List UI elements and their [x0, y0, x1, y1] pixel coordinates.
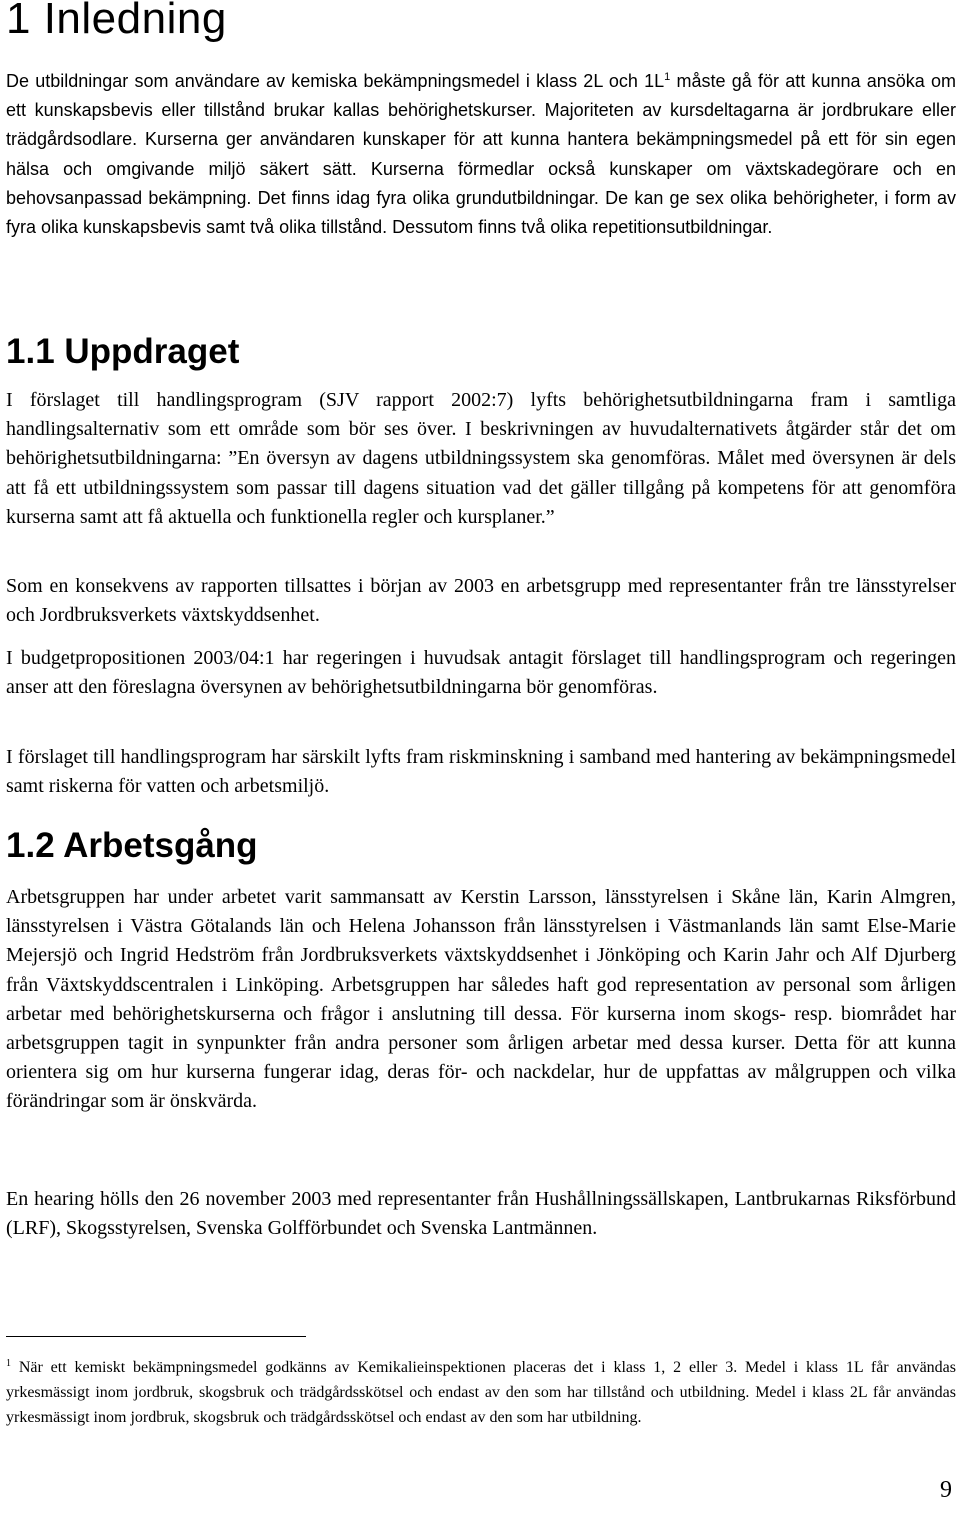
paragraph-uppdraget-4: I förslaget till handlingsprogram har särskilt lyfts fram riskminskning i samband med hantering av bekämpningsmedel samt riskerna för vatten och arbetsmiljö.: [6, 746, 956, 798]
footnote: [6, 1356, 956, 1430]
paragraph-uppdraget-3: I budgetpropositionen 2003/04:1 har regeringen i huvudsak antagit förslaget till handlingsprogram och regeringen anser att den föreslagna översynen av behörighetsutbildningarna bör genomföras.: [6, 647, 956, 699]
section-heading-uppdraget: 1.1 Uppdraget: [6, 332, 240, 371]
section-heading-arbetsgang: 1.2 Arbetsgång: [6, 826, 258, 865]
footnote-reference: 1: [664, 71, 671, 83]
chapter-title: 1 Inledning: [6, 0, 227, 43]
intro-text-start: De utbildningar som användare av kemiska bekämpningsmedel i klass 2L och 1L: [6, 71, 665, 91]
page-number: 9: [940, 1477, 952, 1503]
paragraph-uppdraget-1: I förslaget till handlingsprogram (SJV rapport 2002:7) lyfts behörighetsutbildningarna fram i samtliga handlingsalternativ som ett område som bör ses över. I beskrivningen av huvudalternativets åtgärder står det om behörighetsutbildningarna: ”En översyn av dagens utbildningssystem ska genomföras. Målet med översynen är dels att få ett utbildningssystem som passar till dagens situation vad det gäller tillgång på kompetens för att genomföra kurserna samt att få aktuella och funktionella regler och kursplaner.”: [6, 389, 956, 528]
intro-paragraph: [6, 67, 956, 242]
footnote-text: När ett kemiskt bekämpningsmedel godkänns av Kemikalieinspektionen placeras det i klass 1, 2 eller 3. Medel i klass 1L får användas yrkesmässigt inom jordbruk, skogsbruk och trädgårdsskötsel och endast av den som har tillstånd och utbildning. Medel i klass 2L får användas yrkesmässigt inom jordbruk, skogsbruk och trädgårdsskötsel och endast av den som har utbildning.: [6, 1359, 956, 1426]
footnote-marker: 1: [6, 1358, 11, 1369]
paragraph-arbetsgang-2: En hearing hölls den 26 november 2003 med representanter från Hushållningssällskapen, Lantbrukarnas Riksförbund (LRF), Skogsstyrelsen, Svenska Golfförbundet och Svenska Lantmännen.: [6, 1188, 956, 1240]
footnote-separator: [6, 1336, 306, 1337]
paragraph-arbetsgang-1: Arbetsgruppen har under arbetet varit sammansatt av Kerstin Larsson, länsstyrelsen i Skåne län, Karin Almgren, länsstyrelsen i Västra Götalands län och Helena Johansson från länsstyrelsen i Västmanlands län samt Else-Marie Mejersjö och Ingrid Hedström från Jordbruksverkets växtskyddsenhet i Jönköping och Karin Jahr och Alf Djurberg från Växtskyddscentralen i Linköping. Arbetsgruppen har således haft god representation av personal som årligen arbetar med behörighetskurserna och frågor i anslutning till dessa. För kurserna inom skogs- resp. biområdet har arbetsgruppen tagit in synpunkter från andra personer som årligen arbetar med dessa kurser. Detta för att kunna orientera sig om hur kurserna fungerar idag, deras för- och nackdelar, hur de uppfattas av målgruppen och vilka förändringar som är önskvärda.: [6, 886, 956, 1113]
paragraph-uppdraget-2: Som en konsekvens av rapporten tillsattes i början av 2003 en arbetsgrupp med representanter från tre länsstyrelser och Jordbruksverkets växtskyddsenhet.: [6, 575, 956, 627]
intro-text-end: måste gå för att kunna ansöka om ett kunskapsbevis eller tillstånd brukar kallas behörighetskurser. Majoriteten av kursdeltagarna är jordbrukare eller trädgårdsodlare. Kurserna ger användaren kunskaper för att kunna hantera bekämpningsmedel på ett för sin egen hälsa och omgivande miljö säkert sätt. Kurserna förmedlar också kunskaper om växtskadegörare och en behovsanpassad bekämpning. Det finns idag fyra olika grundutbildningar. De kan ge sex olika behörigheter, i form av fyra olika kunskapsbevis samt två olika tillstånd. Dessutom finns två olika repetitionsutbildningar.: [6, 71, 957, 238]
